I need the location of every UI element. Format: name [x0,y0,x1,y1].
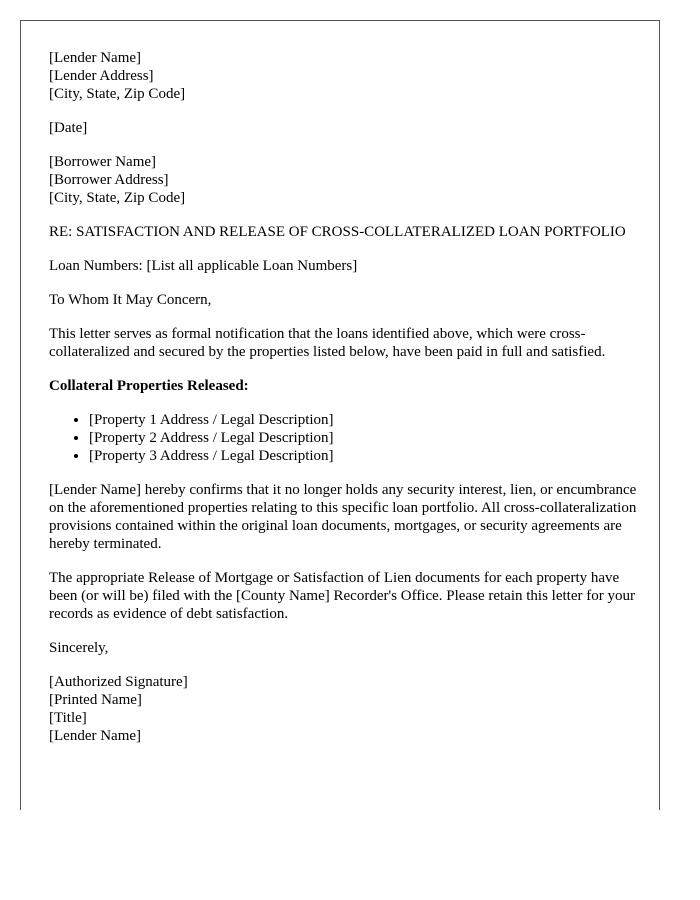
letter-date: [Date] [49,120,88,136]
loan-numbers: Loan Numbers: [List all applicable Loan Numbers] [49,258,358,274]
properties-list [49,411,637,465]
closing: Sincerely, [49,640,109,656]
borrower-address: [Borrower Address] [49,172,169,188]
borrower-city-state-zip: [City, State, Zip Code] [49,190,186,206]
borrower-address-block [49,153,637,207]
authorized-signature: [Authorized Signature] [49,674,188,690]
lender-address: [Lender Address] [49,68,154,84]
letter-content [49,49,637,761]
property-item: • [Property 3 Address / Legal Description] [89,447,637,465]
paragraph-notification: This letter serves as formal notification that the loans identified above, which were cross-collateralized and secured by the properties listed below, have been paid in full and satisfied. [49,326,606,360]
signature-lender-name: [Lender Name] [49,728,142,744]
paragraph-filing: The appropriate Release of Mortgage or Satisfaction of Lien documents for each property have been (or will be) filed with the [County Name] Recorder's Office. Please retain this letter for your records as evidence of debt satisfaction. [49,570,635,622]
property-item: • [Property 1 Address / Legal Description] [89,411,637,429]
borrower-name: [Borrower Name] [49,154,157,170]
signature-block [49,673,637,745]
property-item: • [Property 2 Address / Legal Description] [89,429,637,447]
lender-city-state-zip: [City, State, Zip Code] [49,86,186,102]
signer-title: [Title] [49,710,87,726]
paragraph-confirmation: [Lender Name] hereby confirms that it no longer holds any security interest, lien, or encumbrance on the aforementioned properties relating to this specific loan portfolio. All cross-collateralization provisions contained within the original loan documents, mortgages, or security agreements are hereby terminated. [49,482,637,552]
re-line: RE: SATISFACTION AND RELEASE OF CROSS-COLLATERALIZED LOAN PORTFOLIO [49,224,626,240]
letter-page [20,20,660,810]
printed-name: [Printed Name] [49,692,142,708]
lender-name: [Lender Name] [49,50,142,66]
properties-heading: Collateral Properties Released: [49,378,249,394]
salutation: To Whom It May Concern, [49,292,212,308]
lender-address-block [49,49,637,103]
